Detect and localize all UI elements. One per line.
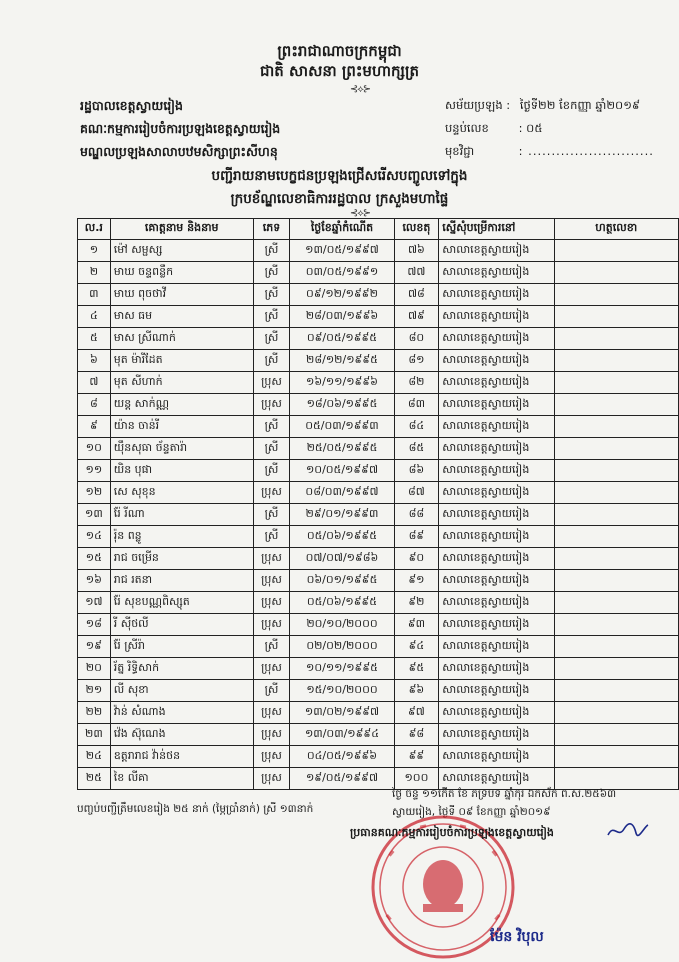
cell-number: ៤ [78, 306, 111, 328]
cell-dob: ២៥/០៥/១៩៩៥ [290, 438, 394, 460]
cell-posting: សាលាខេត្តស្វាយរៀង [439, 284, 554, 306]
national-motto: ជាតិ សាសនា ព្រះមហាក្សត្រ [260, 62, 419, 80]
cell-signature [554, 504, 679, 526]
exam-date-label: សម័យប្រឡង : [445, 98, 511, 112]
cell-signature [554, 768, 679, 790]
table-row [78, 350, 679, 372]
col-header-signature: ហត្ថលេខា [554, 219, 679, 240]
cell-name: សេ សុខុន [110, 482, 253, 504]
cell-dob: ១០/០៥/១៩៩៧ [290, 460, 394, 482]
col-header-posting: ស្នើសុំបម្រើការនៅ [439, 219, 554, 240]
cell-seat: ៨៦ [394, 460, 439, 482]
cell-sex: ប្រុស [253, 658, 290, 680]
cell-seat: ៨១ [394, 350, 439, 372]
cell-signature [554, 306, 679, 328]
cell-number: ១៩ [78, 636, 111, 658]
cell-name: យ៉ាន ចាន់រី [110, 416, 253, 438]
cell-dob: ០៤/០៥/១៩៩៦ [290, 746, 394, 768]
cell-number: ១០ [78, 438, 111, 460]
cell-name: រ៉ែ ស្រីរ៉ា [110, 636, 253, 658]
cell-number: ១២ [78, 482, 111, 504]
cell-number: ៩ [78, 416, 111, 438]
cell-seat: ៨៤ [394, 416, 439, 438]
table-row [78, 526, 679, 548]
cell-posting: សាលាខេត្តស្វាយរៀង [439, 636, 554, 658]
cell-number: ៦ [78, 350, 111, 372]
cell-name: វ៉េង ស៊ុណេង [110, 724, 253, 746]
cell-number: ១៧ [78, 592, 111, 614]
cell-number: ៣ [78, 284, 111, 306]
table-row [78, 570, 679, 592]
cell-signature [554, 592, 679, 614]
table-row [78, 768, 679, 790]
cell-sex: ស្រី [253, 284, 290, 306]
table-row [78, 416, 679, 438]
cell-signature [554, 438, 679, 460]
cell-name: ឧត្តរារាជ វ៉ាន់ថន [110, 746, 253, 768]
cell-dob: ១៨/០៦/១៩៩៥ [290, 394, 394, 416]
cell-dob: ១៦/១១/១៩៩៦ [290, 372, 394, 394]
cell-sex: ប្រុស [253, 394, 290, 416]
document-title-line2: ក្របខ័ណ្ឌលេខាធិការរដ្ឋបាល ក្រសួងមហាផ្ទៃ [230, 191, 449, 207]
table-row [78, 614, 679, 636]
cell-sex: ស្រី [253, 350, 290, 372]
cell-dob: ១០/១១/១៩៩៥ [290, 658, 394, 680]
cell-dob: ២៨/០៣/១៩៩៦ [290, 306, 394, 328]
cell-name: មុត ម៉ារីដែត [110, 350, 253, 372]
cell-name: រ័ត្ន រិទ្ធិសាក់ [110, 658, 253, 680]
cell-name: លី សុខា [110, 680, 253, 702]
cell-sex: ប្រុស [253, 570, 290, 592]
cell-signature [554, 350, 679, 372]
cell-sex: ប្រុស [253, 614, 290, 636]
exam-date-value: ថ្ងៃទី២២ ខែកញ្ញា ឆ្នាំ២០១៩ [519, 98, 641, 112]
cell-dob: ០៩/០៥/១៩៩៥ [290, 328, 394, 350]
cell-signature [554, 614, 679, 636]
room-value: : ០៥ [518, 121, 543, 135]
table-row [78, 460, 679, 482]
cell-seat: ៧៦ [394, 240, 439, 262]
cell-posting: សាលាខេត្តស្វាយរៀង [439, 526, 554, 548]
title-ornament: ⊰⟡⊱ [349, 208, 371, 219]
cell-dob: ០៦/០១/១៩៩៥ [290, 570, 394, 592]
cell-sex: ប្រុស [253, 702, 290, 724]
committee-chair-title: ប្រធានគណៈកម្មការរៀបចំការប្រឡងខេត្តស្វាយរៀង [350, 826, 554, 839]
cell-dob: ២៩/០១/១៩៩៣ [290, 504, 394, 526]
cell-signature [554, 328, 679, 350]
place-date: ស្វាយរៀង, ថ្ងៃទី ០៩ ខែកញ្ញា ឆ្នាំ២០១៩ [392, 806, 551, 818]
cell-posting: សាលាខេត្តស្វាយរៀង [439, 680, 554, 702]
cell-name: មាឃ ចន្ទពន្លឺក [110, 262, 253, 284]
cell-sex: ប្រុស [253, 768, 290, 790]
cell-signature [554, 372, 679, 394]
exam-date [445, 98, 640, 115]
cell-sex: ប្រុស [253, 592, 290, 614]
cell-dob: ១៣/០៣/១៩៩៤ [290, 724, 394, 746]
cell-sex: ស្រី [253, 306, 290, 328]
cell-sex: ស្រី [253, 328, 290, 350]
table-row [78, 262, 679, 284]
cell-seat: ៨០ [394, 328, 439, 350]
cell-number: ១៦ [78, 570, 111, 592]
cell-name: ម៉ៅ សម្ផស្ស [110, 240, 253, 262]
cell-seat: ៩៦ [394, 680, 439, 702]
cell-dob: ០៨/០៣/១៩៩៧ [290, 482, 394, 504]
cell-posting: សាលាខេត្តស្វាយរៀង [439, 768, 554, 790]
cell-seat: ៩១ [394, 570, 439, 592]
org-line-center: មណ្ឌលប្រឡងសាលាបឋមសិក្សាព្រះសីហនុ [80, 144, 278, 159]
cell-dob: ០៩/១២/១៩៩២ [290, 284, 394, 306]
table-row [78, 306, 679, 328]
cell-number: ១៥ [78, 548, 111, 570]
table-row [78, 724, 679, 746]
cell-sex: ស្រី [253, 262, 290, 284]
ornament: ⊰⟡⊱ [349, 84, 371, 95]
cell-posting: សាលាខេត្តស្វាយរៀង [439, 570, 554, 592]
cell-name: រ៉ែ រីណា [110, 504, 253, 526]
signer-name: ម៉ែន វិបុល [490, 929, 544, 945]
cell-dob: ០៥/០៣/១៩៩៣ [290, 416, 394, 438]
cell-dob: ០៣/០៥/១៩៩១ [290, 262, 394, 284]
cell-sex: ស្រី [253, 504, 290, 526]
table-row [78, 284, 679, 306]
cell-posting: សាលាខេត្តស្វាយរៀង [439, 438, 554, 460]
cell-posting: សាលាខេត្តស្វាយរៀង [439, 394, 554, 416]
cell-signature [554, 658, 679, 680]
cell-posting: សាលាខេត្តស្វាយរៀង [439, 262, 554, 284]
cell-posting: សាលាខេត្តស្វាយរៀង [439, 328, 554, 350]
cell-seat: ៩៧ [394, 702, 439, 724]
cell-seat: ៩៩ [394, 746, 439, 768]
cell-signature [554, 724, 679, 746]
cell-sex: ប្រុស [253, 724, 290, 746]
cell-name: ខៃ លីគា [110, 768, 253, 790]
cell-seat: ៨៩ [394, 526, 439, 548]
col-header-sex: ភេទ [253, 219, 290, 240]
cell-name: រ៉ុន ពន្លូ [110, 526, 253, 548]
cell-seat: ៩៨ [394, 724, 439, 746]
table-row [78, 702, 679, 724]
cell-posting: សាលាខេត្តស្វាយរៀង [439, 240, 554, 262]
cell-seat: ៧៨ [394, 284, 439, 306]
table-row [78, 438, 679, 460]
cell-sex: ស្រី [253, 240, 290, 262]
cell-number: ៨ [78, 394, 111, 416]
cell-signature [554, 570, 679, 592]
cell-name: យិន បុផា [110, 460, 253, 482]
org-line-committee: គណៈកម្មការរៀបចំការប្រឡងខេត្តស្វាយរៀង [80, 121, 281, 136]
cell-name: មាស ធម [110, 306, 253, 328]
subject-value: : ........................... [518, 144, 654, 158]
cell-name: យ៉ឹនសុធា ច័ន្ទតារ៉ា [110, 438, 253, 460]
table-row [78, 482, 679, 504]
cell-dob: ០៥/០៦/១៩៩៥ [290, 592, 394, 614]
cell-posting: សាលាខេត្តស្វាយរៀង [439, 482, 554, 504]
cell-seat: ៨៨ [394, 504, 439, 526]
table-row [78, 240, 679, 262]
cell-dob: ០៥/០៦/១៩៩៥ [290, 526, 394, 548]
cell-signature [554, 702, 679, 724]
cell-signature [554, 636, 679, 658]
cell-sex: ស្រី [253, 680, 290, 702]
cell-number: ២១ [78, 680, 111, 702]
col-header-seat: លេខតុ [394, 219, 439, 240]
cell-number: ២៣ [78, 724, 111, 746]
cell-posting: សាលាខេត្តស្វាយរៀង [439, 416, 554, 438]
cell-number: ៥ [78, 328, 111, 350]
kingdom-heading: ព្រះរាជាណាចក្រកម្ពុជា [277, 42, 402, 60]
cell-dob: ០៧/០៧/១៩៨៦ [290, 548, 394, 570]
cell-seat: ៩០ [394, 548, 439, 570]
cell-number: ២៥ [78, 768, 111, 790]
cell-number: ១ [78, 240, 111, 262]
table-header-row [78, 219, 679, 240]
document-title-line1: បញ្ជីរាយនាមបេក្ខជនប្រឡងជ្រើសរើសបញ្ចូលទៅក្នុង [211, 168, 468, 184]
col-header-name: គោត្តនាម និងនាម [110, 219, 253, 240]
cell-sex: ស្រី [253, 416, 290, 438]
org-line-province: រដ្ឋបាលខេត្តស្វាយរៀង [80, 98, 183, 113]
cell-posting: សាលាខេត្តស្វាយរៀង [439, 592, 554, 614]
cell-dob: ១៣/០២/១៩៩៧ [290, 702, 394, 724]
table-row [78, 658, 679, 680]
cell-number: ៧ [78, 372, 111, 394]
cell-posting: សាលាខេត្តស្វាយរៀង [439, 548, 554, 570]
cell-name: រី ស៊ីថលី [110, 614, 253, 636]
cell-number: ១៤ [78, 526, 111, 548]
cell-posting: សាលាខេត្តស្វាយរៀង [439, 372, 554, 394]
table-row [78, 680, 679, 702]
room-number [445, 121, 542, 138]
cell-name: មាស ស្រីណាក់ [110, 328, 253, 350]
cell-seat: ៩៤ [394, 636, 439, 658]
cell-signature [554, 262, 679, 284]
table-row [78, 328, 679, 350]
cell-dob: ១៥/១០/២០០០ [290, 680, 394, 702]
cell-seat: ៩៥ [394, 658, 439, 680]
cell-seat: ៧៩ [394, 306, 439, 328]
cell-sex: ស្រី [253, 526, 290, 548]
cell-signature [554, 284, 679, 306]
subject [445, 144, 654, 161]
cell-signature [554, 526, 679, 548]
cell-dob: ១៩/០៥/១៩៩៧ [290, 768, 394, 790]
table-row [78, 746, 679, 768]
cell-posting: សាលាខេត្តស្វាយរៀង [439, 350, 554, 372]
cell-name: យន្ត សាក់ណ្ណ [110, 394, 253, 416]
cell-number: ១៨ [78, 614, 111, 636]
candidate-table [77, 218, 679, 790]
cell-number: ២០ [78, 658, 111, 680]
cell-signature [554, 394, 679, 416]
cell-signature [554, 416, 679, 438]
cell-seat: ៨២ [394, 372, 439, 394]
cell-posting: សាលាខេត្តស្វាយរៀង [439, 746, 554, 768]
cell-signature [554, 482, 679, 504]
cell-name: មាឃ ពុចថាវី [110, 284, 253, 306]
cell-number: ២ [78, 262, 111, 284]
cell-posting: សាលាខេត្តស្វាយរៀង [439, 306, 554, 328]
cell-posting: សាលាខេត្តស្វាយរៀង [439, 504, 554, 526]
cell-posting: សាលាខេត្តស្វាយរៀង [439, 614, 554, 636]
cell-signature [554, 746, 679, 768]
cell-posting: សាលាខេត្តស្វាយរៀង [439, 724, 554, 746]
cell-number: ២៤ [78, 746, 111, 768]
cell-name: រ៉ែ សុខបណ្ណពិស្សុត [110, 592, 253, 614]
cell-dob: ២៨/១២/១៩៩៥ [290, 350, 394, 372]
cell-signature [554, 680, 679, 702]
col-header-number: ល.រ [78, 219, 111, 240]
cell-seat: ៩៣ [394, 614, 439, 636]
cell-dob: ១៣/០៥/១៩៩៧ [290, 240, 394, 262]
cell-posting: សាលាខេត្តស្វាយរៀង [439, 460, 554, 482]
cell-dob: ០២/០២/២០០០ [290, 636, 394, 658]
cell-name: មុត សីហាក់ [110, 372, 253, 394]
cell-sex: ស្រី [253, 460, 290, 482]
table-row [78, 636, 679, 658]
summary-note: បញ្ចប់បញ្ជីត្រឹមលេខរៀង ២៥ នាក់ (ម្ភៃប្រាំនាក់) ស្រី ១៣នាក់ [77, 803, 314, 815]
cell-sex: ប្រុស [253, 372, 290, 394]
cell-sex: ប្រុស [253, 482, 290, 504]
cell-signature [554, 548, 679, 570]
cell-seat: ៨៧ [394, 482, 439, 504]
cell-signature [554, 240, 679, 262]
cell-name: វ៉ាន់ សំណាង [110, 702, 253, 724]
cell-number: ២២ [78, 702, 111, 724]
cell-seat: ៨៣ [394, 394, 439, 416]
cell-number: ១៣ [78, 504, 111, 526]
cell-sex: ប្រុស [253, 548, 290, 570]
cell-number: ១១ [78, 460, 111, 482]
signature-mark [606, 821, 650, 841]
cell-posting: សាលាខេត្តស្វាយរៀង [439, 658, 554, 680]
cell-signature [554, 460, 679, 482]
lunar-date: ថ្ងៃ ចន្ទ ១១កើត ខែ ភទ្របទ ឆ្នាំកុរ ឯកស័ក ព.ស.២៥៦៣ [392, 788, 617, 800]
cell-posting: សាលាខេត្តស្វាយរៀង [439, 702, 554, 724]
table-row [78, 504, 679, 526]
cell-name: រាជ រតនា [110, 570, 253, 592]
table-row [78, 548, 679, 570]
cell-dob: ២០/១០/២០០០ [290, 614, 394, 636]
cell-sex: ស្រី [253, 636, 290, 658]
cell-seat: ៩២ [394, 592, 439, 614]
cell-sex: ស្រី [253, 438, 290, 460]
cell-name: រាជ ចម្រើន [110, 548, 253, 570]
subject-label: មុខវិជ្ជា [445, 144, 475, 158]
table-row [78, 394, 679, 416]
room-label: បន្ទប់លេខ [445, 121, 489, 135]
col-header-dob: ថ្ងៃខែឆ្នាំកំណើត [290, 219, 394, 240]
cell-seat: ១០០ [394, 768, 439, 790]
table-row [78, 592, 679, 614]
cell-seat: ៨៥ [394, 438, 439, 460]
cell-sex: ប្រុស [253, 746, 290, 768]
table-row [78, 372, 679, 394]
cell-seat: ៧៧ [394, 262, 439, 284]
